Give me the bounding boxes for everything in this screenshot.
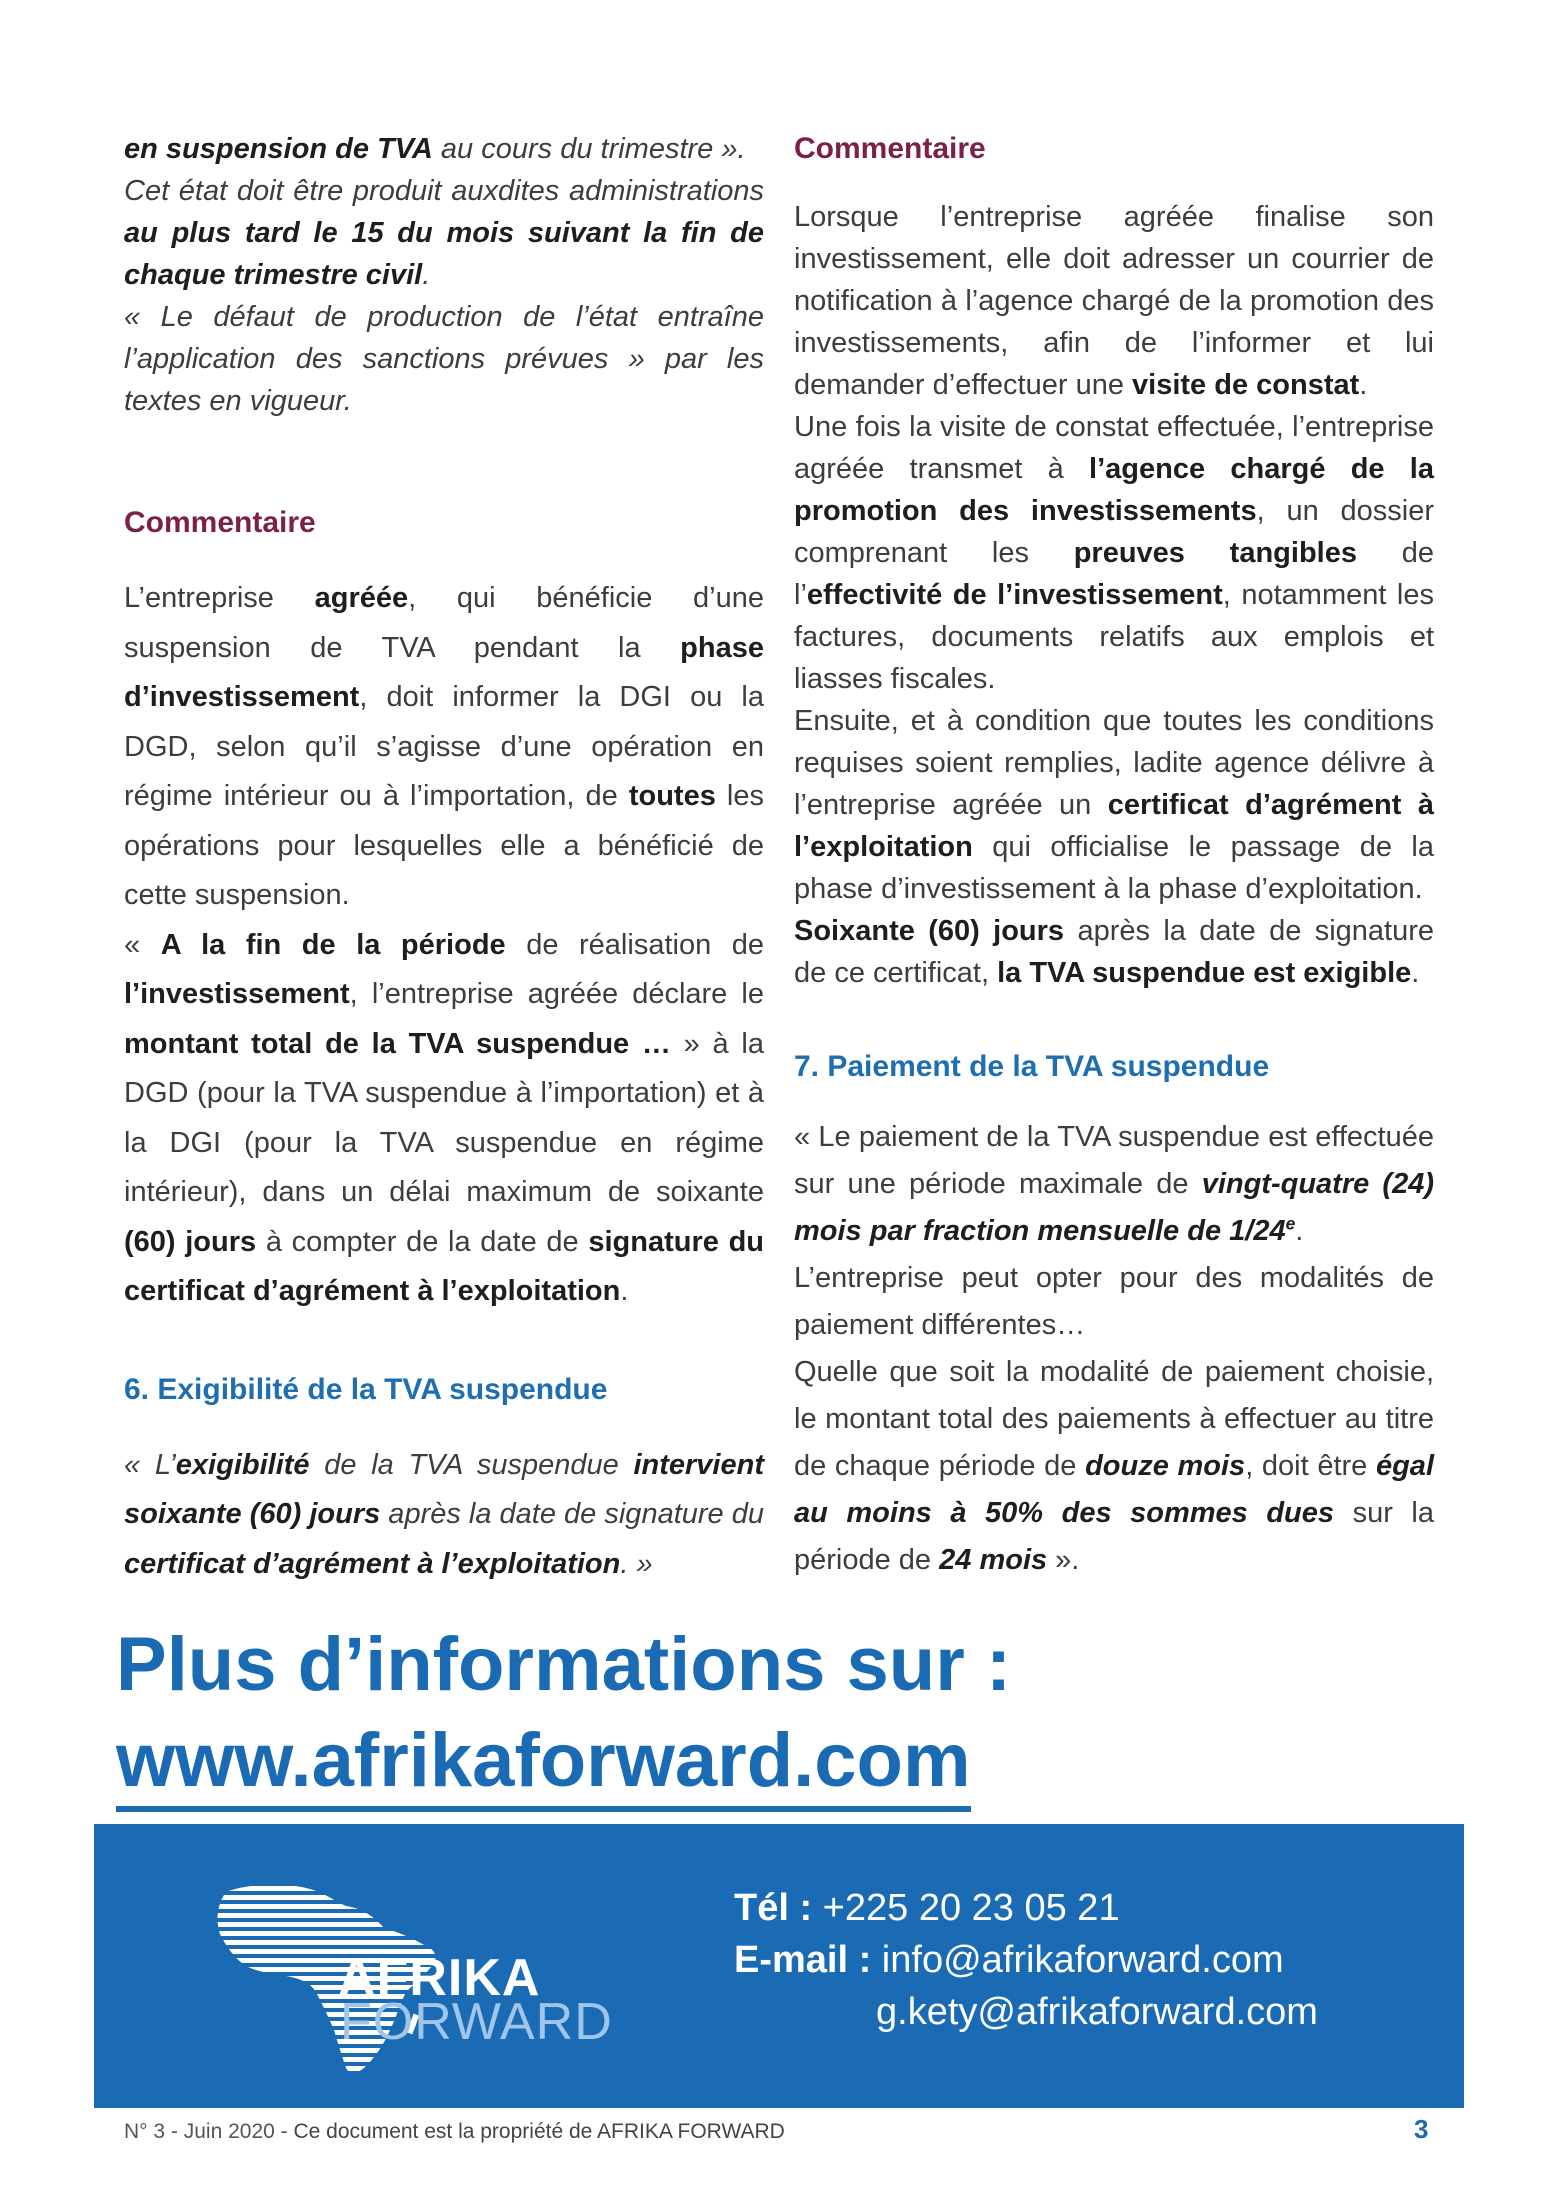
text-run: toutes	[628, 780, 716, 812]
section-7-paragraph	[794, 1114, 1434, 1584]
text-run: exigibilité	[175, 1448, 310, 1481]
text-run: « L’	[124, 1448, 176, 1481]
text-run: vingt-quatre (24) mois par fraction mensuelle de 1/24	[794, 1168, 1435, 1247]
text-run: de la TVA suspendue	[309, 1448, 634, 1481]
footer-issue: N° 3 - Juin 2020 -	[124, 2120, 294, 2143]
text-run: .	[1295, 1215, 1304, 1247]
website-link[interactable]: www.afrikaforward.com	[116, 1716, 971, 1812]
text-run: preuves tangibles	[1073, 537, 1357, 569]
comment-paragraph-left-1	[124, 574, 764, 921]
section-6-heading: 6. Exigibilité de la TVA suspendue	[124, 1372, 608, 1406]
text-run: sur la période de	[794, 1497, 1434, 1576]
text-run: l’investissement	[124, 978, 350, 1010]
text-run: , notamment les factures, documents relatifs aux emplois et liasses fiscales.	[794, 579, 1434, 695]
logo-forward-text: FORWARD	[340, 1993, 613, 2051]
text-run: certificat d’agrément à l’exploitation	[794, 789, 1434, 863]
contact-block	[734, 1882, 1318, 2038]
text-run: , doit être	[1245, 1450, 1376, 1482]
text-run: . »	[620, 1547, 653, 1580]
text-run: à compter de la date de	[256, 1225, 589, 1258]
text-run: signature du certificat d’agrément à l’exploitation	[124, 1225, 765, 1307]
text-run: L’entreprise	[124, 582, 315, 614]
text-run: .	[620, 1275, 629, 1307]
text-run: qui officialise le passage de la phase d’investissement à la phase d’exploitation.	[794, 831, 1434, 905]
tel-value[interactable]: +225 20 23 05 21	[812, 1887, 1120, 1929]
text-run: ».	[1047, 1544, 1080, 1576]
text-run: Ensuite, et à condition que toutes les conditions requises soient remplies, ladite agence délivre à l’entreprise agréée un	[794, 705, 1434, 821]
intro-paragraph	[124, 128, 764, 422]
email-value-2[interactable]: g.kety@afrikaforward.com	[876, 1991, 1318, 2033]
text-run: , qui bénéficie d’une suspension de TVA pendant la	[124, 582, 764, 664]
text-run: «	[124, 928, 161, 961]
text-run: de réalisation de	[505, 928, 765, 961]
text-run: égal au moins à 50% des sommes dues	[794, 1450, 1434, 1529]
text-run: après la date de signature du	[380, 1498, 764, 1530]
text-run: 24 mois	[939, 1544, 1048, 1576]
text-run: après la date de signature de ce certificat,	[794, 915, 1434, 989]
email-value-1[interactable]: info@afrikaforward.com	[871, 1939, 1284, 1981]
text-run: de l’	[794, 537, 1434, 611]
text-run: agréée	[314, 582, 409, 614]
logo-afrika-text: AFRIKA	[338, 1949, 541, 2007]
page-number: 3	[1414, 2114, 1429, 2144]
text-run: certificat d’agrément à l’exploitation	[124, 1547, 621, 1580]
text-run: au cours du trimestre ».	[432, 133, 746, 165]
left-column	[124, 128, 764, 1589]
promo-heading: Plus d’informations sur :	[116, 1622, 1012, 1707]
right-column	[794, 128, 1434, 1584]
email-line	[734, 1934, 1318, 1986]
text-run: e	[1285, 1213, 1296, 1234]
text-run: « Le défaut de production de l’état entraîne l’application des sanctions prévues » par les textes en vigueur.	[124, 301, 764, 417]
text-run: effectivité de l’investissement	[806, 579, 1223, 611]
comment-paragraph-right	[794, 196, 1434, 994]
text-run: .	[1359, 369, 1368, 401]
text-run: Quelle que soit la modalité de paiement choisie, le montant total des paiements à effectuer au titre de chaque période de	[794, 1356, 1434, 1482]
footer-note	[124, 2118, 785, 2146]
text-run: douze mois	[1085, 1450, 1246, 1482]
comment-heading-left: Commentaire	[124, 506, 316, 539]
comment-heading-right: Commentaire	[794, 132, 986, 165]
text-run: phase d’investissement	[124, 631, 764, 713]
text-run: » à la DGD (pour la TVA suspendue à l’importation) et à la DGI (pour la TVA suspendue en régime intérieur), dans un délai maximum de soixante	[124, 1027, 764, 1208]
text-run: la TVA suspendue est exigible	[997, 957, 1412, 989]
text-run: .	[422, 259, 431, 291]
text-run: l’agence chargé de la promotion des investissements	[794, 453, 1434, 527]
text-run: L’entreprise peut opter pour des modalités de paiement différentes…	[794, 1262, 1434, 1341]
text-run: en suspension de TVA	[124, 133, 433, 165]
tel-line	[734, 1882, 1318, 1934]
text-run: au plus tard le 15 du mois suivant la fin de chaque trimestre civil	[124, 217, 764, 291]
text-run: , doit informer la DGI ou la DGD, selon qu’il s’agisse d’une opération en régime intérieur ou à l’importation, de	[124, 681, 764, 812]
text-run: , un dossier comprenant les	[794, 495, 1434, 569]
email-label: E-mail :	[734, 1939, 872, 1981]
text-run: visite de constat	[1132, 369, 1360, 401]
text-run: Une fois la visite de constat effectuée, l’entreprise agréée transmet à	[794, 411, 1434, 485]
text-run: « Le paiement de la TVA suspendue est effectuée sur une période maximale de	[794, 1121, 1434, 1200]
section-6-paragraph	[124, 1441, 764, 1590]
text-run: Cet état doit être produit auxdites administrations	[124, 175, 764, 207]
text-run: (60) jours	[124, 1225, 257, 1258]
comment-paragraph-left-2	[124, 921, 764, 1317]
text-run: Soixante (60) jours	[794, 915, 1065, 947]
text-run: , l’entreprise agréée déclare le	[349, 978, 764, 1010]
footer-property: Ce document est la propriété de AFRIKA FORWARD	[293, 2120, 785, 2143]
text-run: .	[1411, 957, 1420, 989]
text-run: les opérations pour lesquelles elle a bénéficié de cette suspension.	[124, 780, 764, 911]
section-7-heading: 7. Paiement de la TVA suspendue	[794, 1050, 1270, 1083]
text-run: Lorsque l’entreprise agréée finalise son investissement, elle doit adresser un courrier de notification à l’agence chargé de la promotion des investissements, afin de l’informer et lui demander d’effectuer une	[794, 201, 1434, 401]
text-run: montant total de la TVA suspendue …	[124, 1027, 671, 1060]
text-run: intervient soixante (60) jours	[124, 1448, 764, 1530]
tel-label: Tél :	[734, 1887, 813, 1929]
text-run: A la fin de la période	[160, 928, 506, 961]
